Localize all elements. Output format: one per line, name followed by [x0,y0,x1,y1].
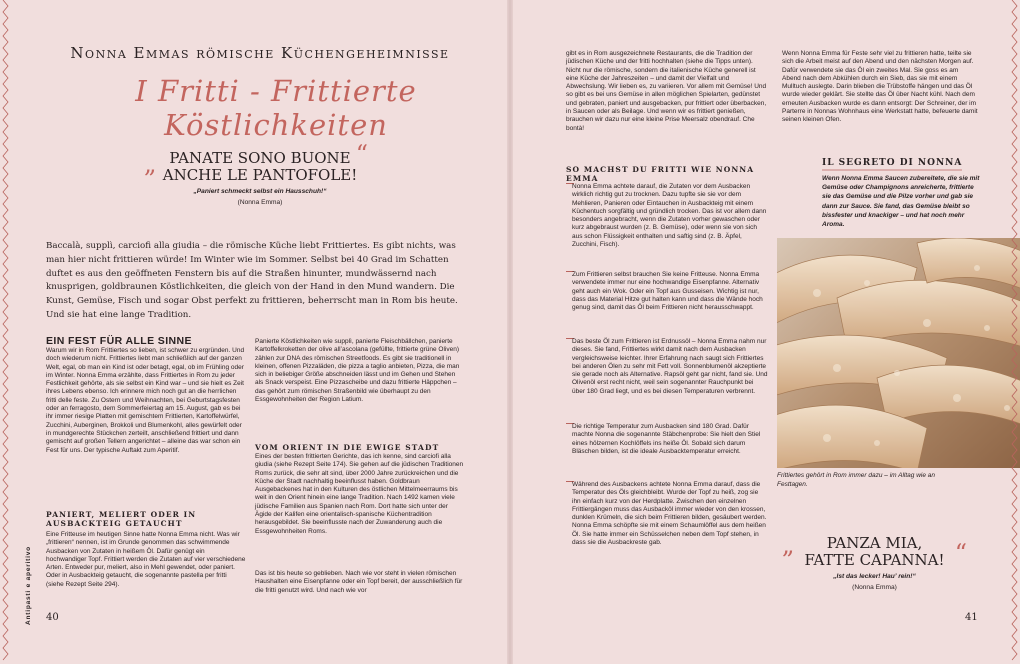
zigzag-border-right [1010,0,1020,664]
section-text-fest: Warum wir in Rom Frittiertes so lieben, ist schwer zu ergründen. Und doch wiederum nicht. Frittiertes liebt man schließlich auf der ganzen Welt, egal, ob man ein Kind ist oder betagt, egal, ob im Frühling oder im Winter. Nonna Emma erzählte, dass Frittiertes in Rom zu jeder Festlichkeit gehörte, als sie selbst ein Kind war – und sie hielt es Zeit ihres Lebens ebenso. Ich erinnere mich noch gut an die herrlichen fritti delle feste. Zu Ostern und Weihnachten, bei Geburtstagsfesten oder an ferragosto, dem Sommerfeiertag am 15. August, gab es bei ihr immer riesige Platten mit gemischtem Frittierten, Kartoffelwürfel, Zucchini, Auberginen, Brokkoli und Blumenkohl, alles gewürfelt oder in mundgerechte Stückchen zerteilt, anschließend frittiert und dann gemischt auf großen Tellern angerichtet – alleine das war schon ein Fest für uns. Der typische Auftakt zum Aperitif. [46,347,245,454]
tip-item: Während des Ausbackens achtete Nonna Emma darauf, dass die Temperatur des Öls gleichbleibt. Wurde der Topf zu heiß, zog sie ihn einfach kurz von der Herdplatte. Zwischen den einzelnen Frittiergängen muss das Ausbacköl immer wieder von den krossen, dunklen Krümeln, die sich beim Frittieren bilden, gesäubert werden. Nonna Emma schöpfte sie mit einem Schaumlöffel aus dem heißen Öl. Sie hatte immer ein Schüsselchen neben dem Topf stehen, in dass sie die Ausbackreste gab. [572,481,767,547]
photo-caption: Frittiertes gehört in Rom immer dazu – im Alltag wie an Festtagen. [777,472,935,488]
quote-line2: FATTE CAPANNA! [804,551,945,569]
quote-author: (Nonna Emma) [237,199,283,206]
quote-line1: PANATE SONO BUONE [169,149,351,167]
secret-text: Wenn Nonna Emma Saucen zubereitete, die sie mit Gemüse oder Champignons anreicherte, frittierte sie das Gemüse und die Pilze vorher und gab sie dann zur Sauce. Sie fand, das Gemüse bleibt so bissfester und knackiger – und hat noch mehr Aroma. [822,175,980,229]
intro-paragraph: Baccalà, supplì, carciofi alla giudia – die römische Küche liebt Frittiertes. Es gibt nichts, was man hier nicht frittieren würde! Im Winter wie im Sommer. Selbst bei 40 Grad im Schatten duftet es aus den geöffneten Fenstern bis auf die Straßen hinunter, mundwässernd nach knusprigen, goldbraunen Köstlichkeiten, die gleich von der Hand in den Mund wandern. Die Kunst, Gemüse, Fisch und sogar Obst perfekt zu frittieren, beherrscht man in Rom bis heute. Und sie hat eine lange Tradition. [46,241,458,320]
right-column1-intro: gibt es in Rom ausgezeichnete Restaurants, die die Tradition der jüdischen Küche und der fritti hochhalten (siehe die Tipps unten). Nicht nur die römische, sondern die italienische Küche generell ist eine Küche der Jahreszeiten – und damit der Vielfalt und Abwechslung. Wir lieben es, zu variieren. Vor allem mit Gemüse! Und so gibt es bei uns Gemüse in allen möglichen Spielarten, gedünstet und gebraten, paniert und ausgebacken, pur frittiert oder überbacken, in Saucen oder als Beilage. Und wenn wir es frittiert genießen, brauchen wir dazu nur eine kleine Prise Meersalz obendrauf. Che bontà! [566,50,767,132]
quote-line1: PANZA MIA, [826,534,923,552]
section-heading-paniert: PANIERT, MELIERT ODER IN AUSBACKTEIG GETAUCHT [46,510,197,528]
fritti-pastry-illustration [777,238,1020,468]
page-number-left: 40 [46,612,59,623]
section-text-orient-2: Das ist bis heute so geblieben. Nach wie vor steht in vielen römischen Haushalten eine Eisenpfanne oder ein Topf bereit, der ausschließlich für die fritti genutzt wird. Und nach wie vor [255,570,463,594]
section-heading-fest: EIN FEST FÜR ALLE SINNE [46,335,192,347]
tip-item: Zum Frittieren selbst brauchen Sie keine Fritteuse. Nonna Emma verwendete immer nur eine hochwandige Eisenpfanne. Alternativ geht auch ein Wok. Oder ein Topf aus Gusseisen. Wichtig ist nur, dass das Material Hitze gut halten kann und dass die Wände hoch genug sind, damit das Öl beim Frittieren nicht herausschwappt. [572,271,763,312]
zigzag-border-left [0,0,10,664]
quote-author: (Nonna Emma) [852,584,897,591]
section-heading-orient: VOM ORIENT IN DIE EWIGE STADT [255,443,440,452]
right-column2-text: Wenn Nonna Emma für Feste sehr viel zu frittieren hatte, teilte sie sich die Arbeit meist auf den Abend und den nächsten Morgen auf. Dafür verwendete sie das Öl ein zweites Mal. Sie goss es am Abend nach dem Abkühlen durch ein Sieb, das sie mit einem Mulltuch auslegte. Darin blieben die Trübstoffe hängen und das Öl wurde wieder geklärt. Sie stellte das Öl über Nacht kühl. Nach dem erneuten Ausbacken wurde es dann entsorgt: Der Schreiner, der im Parterre in Nonnas Wohnhaus eine Werkstatt hatte, befeuerte damit seinen kleinen Ofen. [782,50,978,124]
section-heading-fritti: SO MACHST DU FRITTI WIE NONNA EMMA [566,165,755,183]
column2-text: Panierte Köstlichkeiten wie supplì, panierte Fleischbällchen, panierte Kartoffelkroketten der olive all’ascolana (gefüllte, frittierte grüne Oliven) zählen zur DNA des römischen Streetfoods. Es gibt sie traditionell in kleinen, offenen Pizzaläden, die pizza a taglio anbieten, Pizza, die man sich in beliebiger Größe abschneiden lässt und im Gehen und Stehen als Snack verspeist. Eine Pizzascheibe und dazu frittierte Häppchen – das gehört zum römischen Straßenbild wie überhaupt zu den Essgewohnheiten der Region Latium. [255,338,460,404]
secret-box [778,158,990,236]
open-quote-icon: „ [144,150,157,178]
chapter-title: I Fritti - Frittierte Köstlichkeiten [135,74,417,142]
close-quote-icon: “ [954,539,967,567]
right-page [510,0,1020,664]
side-label: Antipasti e aperitivo [25,546,32,625]
fritti-photo [777,238,1020,468]
quote-line2: ANCHE LE PANTOFOLE! [162,166,358,184]
quote-block-right [782,531,967,591]
secret-underline [822,168,962,172]
quote-translation: „Paniert schmeckt selbst ein Hausschuh!“ [193,188,327,195]
page-number-right: 41 [965,612,978,623]
tip-item: Nonna Emma achtete darauf, die Zutaten vor dem Ausbacken wirklich richtig gut zu trocknen. Dazu tupfte sie sie vor dem Mehlieren, Panieren oder Eintauchen in Ausbackteig mit einem Küchentuch sorgfältig und gründlich trocken. Das ist vor allem dann besonders angebracht, wenn die Zutaten vorher gewaschen oder kurz abgebraust wurden (z. B. Gemüse), oder wenn sie von sich aus schon Flüssigkeit enthalten und saftig sind (z. B. Äpfel, Zucchini, Fisch). [572,183,767,249]
close-quote-icon: “ [355,140,368,168]
book-title: Nonna Emmas römische Küchengeheimnisse [70,44,450,62]
open-quote-icon: „ [782,531,795,559]
tip-item: Das beste Öl zum Frittieren ist Erdnussöl – Nonna Emma nahm nur dieses. Sie fand, Frittiertes wirkt damit nach dem Ausbacken vergleichsweise leichter. Ihrer Erfahrung nach saugt sich Frittiertes bei anderen Ölen zu sehr mit Fett voll. Sonnenblumenöl akzeptierte sie gerade noch als Alternative. Rapsöl geht gar nicht, fand sie. Und Olivenöl erst recht nicht, weil sein sogenannter Rauchpunkt bei über 180 Grad liegt, und es bei diesen Temperaturen verbrennt. [572,338,768,395]
section-text-orient: Eines der besten frittierten Gerichte, das ich kenne, sind carciofi alla giudia (siehe Rezept Seite 174). Sie gehen auf die jüdischen Traditionen Roms zurück, die sehr alt sind, über 2000 Jahre zurückreichen und die Küche der Stadt nachhaltig beeinflusst haben. Goldbraun Ausgebackenes hat in den Kulturen des östlichen Mittelmeerraums bis weit in den Orient hinein eine lange Tradition. Nach 1492 kamen viele jüdische Familien aus Spanien nach Rom. Dort hatte sich unter der Ägide der Kalifen eine orientalisch-spanische Küchentradition herausgebildet. Sie beeinflusste nach der Zuwanderung auch die Essgewohnheiten Roms. [255,453,464,535]
section-text-paniert: Eine Fritteuse im heutigen Sinne hatte Nonna Emma nicht. Was wir „frittieren“ nennen, ist im Grunde genommen das schwimmende Ausbacken von Zutaten in heißem Öl. Dafür genügt ein hochwandiger Topf. Frittiert werden die Zutaten auf vier verschiedene Arten. Entweder pur, meliert, also in Mehl gewendet, oder paniert. Oder in Ausbackteig getaucht, die sogenannte pastella per fritti (siehe Rezept Seite 294). [46,531,246,588]
quote-translation: „Ist das lecker! Hau’ rein!“ [833,573,916,580]
secret-title: IL SEGRETO DI NONNA [822,158,963,168]
quote-block-left [144,140,370,206]
tip-item: Die richtige Temperatur zum Ausbacken sind 180 Grad. Dafür machte Nonna die sogenannte Stäbchenprobe: Sie hielt den Stiel eines hölzernen Kochlöffels ins heiße Öl. Sobald sich darum Bläschen bilden, ist die ideale Ausbacktemperatur erreicht. [572,423,761,455]
